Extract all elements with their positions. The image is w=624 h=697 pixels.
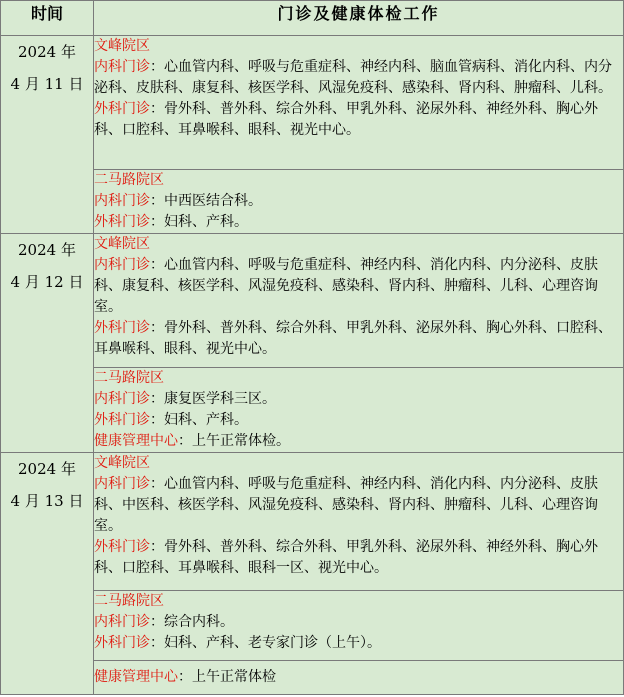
date-cell [1,453,94,695]
date-month-day: 4 月 13 日 [10,492,84,510]
health-center [94,431,623,452]
ermalu-cell [94,591,624,661]
internal-label: 内科门诊 [94,476,150,492]
health-text: ：上午正常体检 [178,669,276,685]
internal-text: ：心血管内科、呼吸与危重症科、神经内科、消化内科、内分泌科、皮肤科、康复科、核医学科、风湿免疫科、感染科、肾内科、肿瘤科、儿科、心理咨询室。 [94,257,598,315]
health-center [94,667,623,688]
ermalu-cell [94,368,624,453]
surgical-clinic [94,410,623,431]
surgical-label: 外科门诊 [94,101,150,117]
internal-clinic [94,612,623,633]
day-row [1,170,624,234]
internal-clinic [94,191,623,212]
surgical-text: ：妇科、产科。 [150,214,248,230]
day-row [1,36,624,170]
surgical-clinic [94,537,623,579]
campus-name: 文峰院区 [94,455,150,471]
surgical-text: ：妇科、产科。 [150,412,248,428]
wenfeng-cell [94,453,624,591]
campus-name: 二马路院区 [94,172,164,188]
date-cell [1,234,94,453]
day-row [1,453,624,591]
time-header: 时间 [1,1,94,36]
date-month-day: 4 月 11 日 [10,75,84,93]
surgical-clinic [94,212,623,233]
internal-label: 内科门诊 [94,193,150,209]
internal-clinic [94,474,623,537]
internal-text: ：心血管内科、呼吸与危重症科、神经内科、消化内科、内分泌科、皮肤科、中医科、核医学科、风湿免疫科、感染科、肾内科、肿瘤科、儿科、心理咨询室。 [94,476,598,534]
surgical-clinic [94,99,623,141]
wenfeng-cell [94,36,624,170]
wenfeng-cell [94,234,624,368]
internal-label: 内科门诊 [94,257,150,273]
internal-clinic [94,255,623,318]
internal-text: ：中西医结合科。 [150,193,262,209]
internal-label: 内科门诊 [94,59,150,75]
internal-text: ：康复医学科三区。 [150,391,276,407]
surgical-text: ：妇科、产科、老专家门诊（上午）。 [150,635,381,651]
health-text: ：上午正常体检。 [178,433,290,449]
day-row [1,234,624,368]
campus-name: 文峰院区 [94,236,150,252]
health-label: 健康管理中心 [94,669,178,685]
surgical-clinic [94,633,623,654]
date-year: 2024 年 [18,460,76,478]
surgical-text: ：骨外科、普外科、综合外科、甲乳外科、泌尿外科、胸心外科、口腔科、耳鼻喉科、眼科、视光中心。 [94,320,612,357]
day-row [1,368,624,453]
internal-clinic [94,389,623,410]
internal-label: 内科门诊 [94,614,150,630]
surgical-label: 外科门诊 [94,635,150,651]
day-row [1,661,624,695]
surgical-label: 外科门诊 [94,214,150,230]
work-header: 门诊及健康体检工作 [94,1,624,36]
date-cell [1,36,94,234]
campus-name: 二马路院区 [94,593,164,609]
date-year: 2024 年 [18,241,76,259]
internal-clinic [94,57,623,99]
surgical-label: 外科门诊 [94,539,150,555]
ermalu-cell [94,170,624,234]
campus-name: 二马路院区 [94,370,164,386]
internal-text: ：综合内科。 [150,614,234,630]
internal-text: ：心血管内科、呼吸与危重症科、神经内科、脑血管病科、消化内科、内分泌科、皮肤科、康复科、核医学科、风湿免疫科、感染科、肾内科、肿瘤科、儿科。 [94,59,612,96]
surgical-clinic [94,318,623,360]
health-cell [94,661,624,695]
date-month-day: 4 月 12 日 [10,273,84,291]
surgical-label: 外科门诊 [94,412,150,428]
header-row [1,1,624,36]
surgical-label: 外科门诊 [94,320,150,336]
date-year: 2024 年 [18,43,76,61]
day-row [1,591,624,661]
health-label: 健康管理中心 [94,433,178,449]
surgical-text: ：骨外科、普外科、综合外科、甲乳外科、泌尿外科、神经外科、胸心外科、口腔科、耳鼻喉科、眼科、视光中心。 [94,101,598,138]
surgical-text: ：骨外科、普外科、综合外科、甲乳外科、泌尿外科、神经外科、胸心外科、口腔科、耳鼻喉科、眼科一区、视光中心。 [94,539,598,576]
campus-name: 文峰院区 [94,38,150,54]
internal-label: 内科门诊 [94,391,150,407]
